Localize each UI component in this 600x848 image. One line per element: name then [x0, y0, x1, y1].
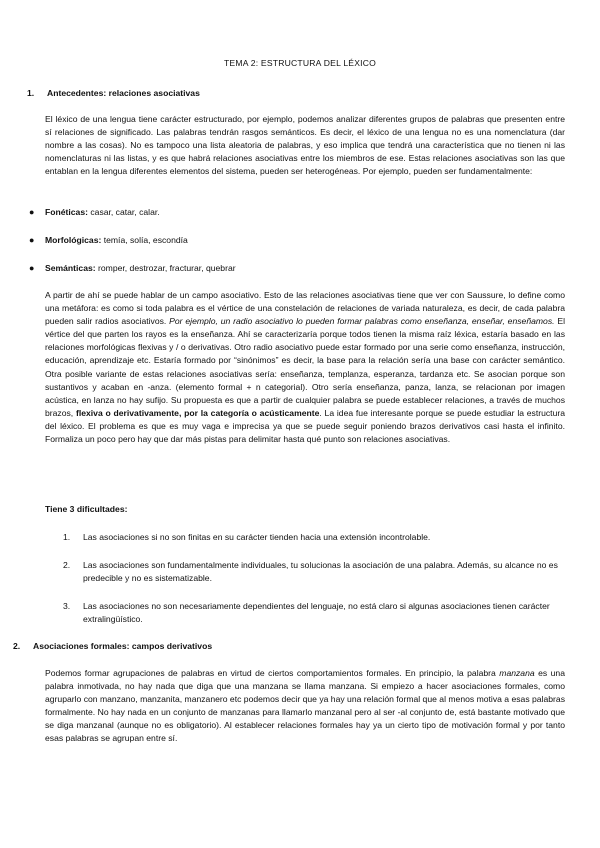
item-text: Las asociaciones son fundamentalmente individuales, tu solucionas la asociación de una palabra. Además, su alcance no es predecible y no es sistematizable. [83, 560, 558, 584]
p2-text-c: . La idea fue interesante porque se puede estudiar la estructura del léxico. El problema es que es muy vaga e imprecisa ya que se puede seguir poniendo brazos derivativos casi hasta el infinito. Formaliza un poco pero hay que dar más pistas para delimitar hasta qué punto son relaciones asociativas. [45, 407, 565, 445]
bullet-text: temía, solía, escondía [101, 235, 188, 245]
p2-bold-text: flexiva o derivativamente, por la categoría o acústicamente [75, 407, 320, 418]
bullet-foneticas [29, 206, 160, 219]
difficulty-item-3 [63, 600, 563, 626]
bullet-text: romper, destrozar, fracturar, quebrar [95, 263, 236, 273]
section-1-paragraph-2 [45, 289, 565, 446]
s2-italic-word: manzana [499, 668, 535, 678]
section-1-title: Antecedentes: relaciones asociativas [47, 88, 200, 98]
bullet-text: casar, catar, calar. [87, 207, 160, 217]
bullet-label: Fonéticas: [45, 207, 88, 217]
difficulty-item-2 [63, 559, 563, 585]
bullet-icon: ● [29, 207, 35, 217]
difficulties-heading: Tiene 3 dificultades: [45, 504, 128, 514]
difficulty-item-1 [63, 531, 563, 544]
section-1-heading [27, 87, 200, 100]
bullet-icon: ● [29, 235, 35, 245]
bullet-semanticas [29, 262, 236, 275]
p2-text-a: A partir de ahí se puede hablar de un campo asociativo. Esto de las relaciones asociativas tiene que ver con Saussure, lo define como una metáfora: es como si toda palabra es el vértice de una constelación de relaciones de variada naturaleza, es decir, de cada palabra pueden salir radios asociativos. [45, 290, 565, 327]
item-text: Las asociaciones no son necesariamente dependientes del lenguaje, no está claro si algunas asociaciones tienen carácter extralingüístico. [83, 601, 550, 625]
section-1-intro [45, 113, 565, 178]
bullet-morfologicas [29, 234, 188, 247]
item-number: 1. [63, 532, 71, 542]
item-text: Las asociaciones si no son finitas en su carácter tienden hacia una extensión incontrolable. [83, 532, 431, 542]
s2-text-b: es una palabra inmotivada, no hay nada que diga que una manzana se llama manzana. Si empiezo a hacer asociaciones formales, como agruparlo con manzano, manzanita, manzanero etc podemos decir que ya hay una relación formal que al menos motiva a esas palabras formalmente. No hay nada en un conjunto de manzanas para llamarlo manzanal pero al ser -al conjunto de, está bastante motivado que se diga manzanal (aunque no es obligatorio). Al establecer relaciones formales hay ya un cierto tipo de motivación formal y por tanto esas palabras se agrupan entre sí. [45, 668, 565, 744]
section-2-title: Asociaciones formales: campos derivativos [33, 641, 213, 651]
p2-italic-example: Por ejemplo, un radio asociativo lo pueden formar palabras como enseñanza, enseñar, enseñamos. [169, 316, 555, 327]
bullet-label: Semánticas: [45, 263, 96, 273]
s2-text-a: Podemos formar agrupaciones de palabras en virtud de ciertos comportamientos formales. En principio, la palabra [45, 668, 500, 678]
section-2-paragraph [45, 667, 565, 746]
intro-text: El léxico de una lengua tiene carácter estructurado, por ejemplo, podemos analizar diferentes grupos de palabras que presenten entre sí relaciones de significado. Las palabras tendrán rasgos semánticos. Es decir, el léxico de una lengua no es una nomenclatura (dar nombre a las cosas). No es tampoco una lista aleatoria de palabras, y eso implica que tendrá una característica que no tienen ni las nomenclaturas ni las listas, y es que habrá relaciones asociativas entre los miembros de ese. Estas relaciones asociativas son las que entablan en la lengua diferentes elementos del sistema, pueden ser heterogéneas. Por ejemplo, pueden ser fundamentalmente: [45, 114, 565, 177]
section-1-number: 1. [27, 88, 35, 98]
page-title: TEMA 2: ESTRUCTURA DEL LÉXICO [223, 58, 377, 68]
section-2-heading [13, 640, 212, 653]
bullet-label: Morfológicas: [45, 235, 102, 245]
section-2-number: 2. [13, 641, 21, 651]
p2-text-b: El vértice del que parten los rayos es la enseñanza. Ahí se caracterizaría porque todos tienen la misma raíz léxica, estaría basado en las relaciones morfológicas flexivas y / o derivativas. Otro radio asociativo puede estar formado por una serie como enseñanza, instrucción, educación, aprendizaje etc. Estaría formado por “sinónimos” es decir, la base para la relación sería una base con carácter semántico. Otra posible variante de estas relaciones asociativas sería: enseñanza, templanza, esperanza, tardanza etc. Se asocian porque son sustantivos y acaban en -anza. (elemento formal + n categorial). Otro sería enseñanza, panza, lanza, se relacionan por imagen acústica, en lanza no hay sufijo. Su propuesta es que a partir de cualquier palabra se puede establecer relaciones, a través de muchos brazos, [45, 316, 566, 418]
item-number: 3. [63, 601, 71, 611]
item-number: 2. [63, 560, 71, 570]
bullet-icon: ● [29, 263, 35, 273]
